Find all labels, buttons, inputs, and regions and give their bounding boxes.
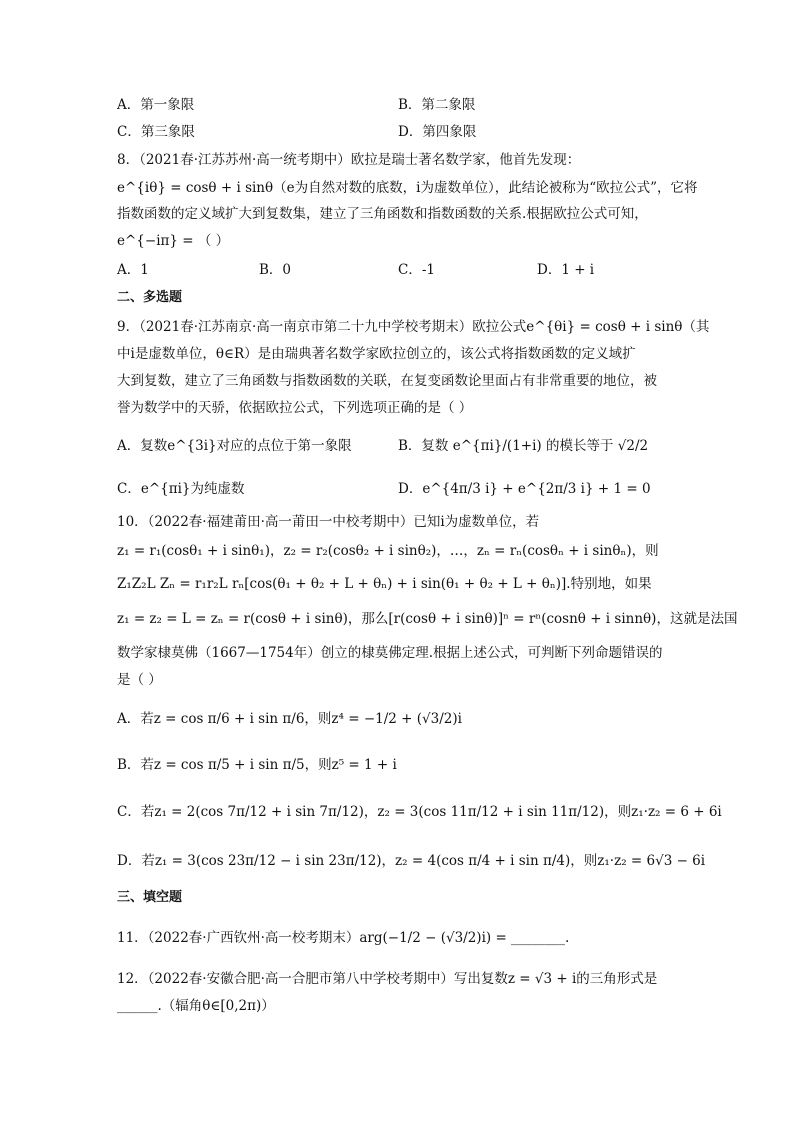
section-heading-fill-blank: 三、填空题 (117, 890, 183, 905)
q10-option-a: A．若z = cos π/6 + i sin π/6，则z⁴ = −1/2 + (√3/2)i (117, 711, 462, 727)
q9-option-b: B．复数 e^{πi}/(1+i) 的模长等于 √2/2 (398, 438, 649, 454)
q10-option-d: D．若z₁ = 3(cos 23π/12 − i sin 23π/12)，z₂ = 4(cos π/4 + i sin π/4)，则z₁·z₂ = 6√3 − 6i (117, 853, 706, 869)
q8-option-b: B．0 (259, 262, 292, 278)
q10-line6: 是（ ） (117, 672, 162, 688)
q10-line2: z₁ = r₁(cosθ₁ + i sinθ₁)，z₂ = r₂(cosθ₂ + i sinθ₂)，…，zₙ = rₙ(cosθₙ + i sinθₙ)，则 (117, 543, 659, 559)
q8-formula-line: e^{iθ} = cosθ + i sinθ（e为自然对数的底数，i为虚数单位），此结论被称为“欧拉公式”，它将 (117, 180, 698, 196)
q12-line1: 12．（2022春·安徽合肥·高一合肥市第八中学校考期中）写出复数z = √3 + i的三角形式是 (117, 971, 658, 987)
q9-option-a: A．复数e^{3i}对应的点位于第一象限 (117, 438, 352, 454)
q7-option-a: A．第一象限 (117, 97, 195, 113)
q8-header: 8．（2021春·江苏苏州·高一统考期中）欧拉是瑞士著名数学家，他首先发现： (117, 152, 581, 168)
q8-option-c: C．-1 (398, 262, 435, 278)
q10-line1: 10．（2022春·福建莆田·高一莆田一中校考期中）已知i为虚数单位，若 (117, 514, 540, 530)
q11-line: 11．（2022春·广西钦州·高一校考期末）arg(−1/2 − (√3/2)i) = ________. (117, 930, 570, 946)
q8-question: e^{−iπ} = （ ） (117, 233, 230, 249)
q7-option-b: B．第二象限 (398, 97, 476, 113)
q9-line2: 中i是虚数单位，θ∈R）是由瑞典著名数学家欧拉创立的，该公式将指数函数的定义域扩 (117, 346, 636, 362)
q10-line5: 数学家棣莫佛（1667—1754年）创立的棣莫佛定理.根据上述公式，可判断下列命题错误的 (117, 645, 663, 661)
q9-option-c: C．e^{πi}为纯虚数 (117, 481, 245, 497)
q9-line1: 9．（2021春·江苏南京·高一南京市第二十九中学校考期末）欧拉公式e^{θi} = cosθ + i sinθ（其 (117, 319, 710, 335)
q7-option-d: D．第四象限 (398, 124, 477, 140)
q10-option-c: C．若z₁ = 2(cos 7π/12 + i sin 7π/12)，z₂ = 3(cos 11π/12 + i sin 11π/12)，则z₁·z₂ = 6 + 6i (117, 804, 722, 820)
q10-line4: z₁ = z₂ = L = zₙ = r(cosθ + i sinθ)，那么[r(cosθ + i sinθ)]ⁿ = rⁿ(cosnθ + i sinnθ)，这就是法国 (117, 611, 738, 627)
q9-option-d: D．e^{4π/3 i} + e^{2π/3 i} + 1 = 0 (398, 481, 651, 497)
q12-line2: ______.（辐角θ∈[0,2π)） (117, 998, 275, 1014)
q9-line3: 大到复数，建立了三角函数与指数函数的关联，在复变函数论里面占有非常重要的地位，被 (117, 373, 657, 389)
q9-line4: 誉为数学中的天骄，依据欧拉公式，下列选项正确的是（ ） (117, 400, 473, 416)
section-heading-multiple-choice: 二、多选题 (117, 290, 183, 305)
q7-option-c: C．第三象限 (117, 124, 195, 140)
q8-line3: 指数函数的定义域扩大到复数集，建立了三角函数和指数函数的关系.根据欧拉公式可知， (117, 206, 648, 222)
q10-option-b: B．若z = cos π/5 + i sin π/5，则z⁵ = 1 + i (117, 757, 397, 773)
q10-line3: Z₁Z₂L Zₙ = r₁r₂L rₙ[cos(θ₁ + θ₂ + L + θₙ) + i sin(θ₁ + θ₂ + L + θₙ)].特别地，如果 (117, 576, 652, 592)
q8-option-d: D．1 + i (537, 262, 595, 278)
q8-option-a: A．1 (117, 262, 149, 278)
